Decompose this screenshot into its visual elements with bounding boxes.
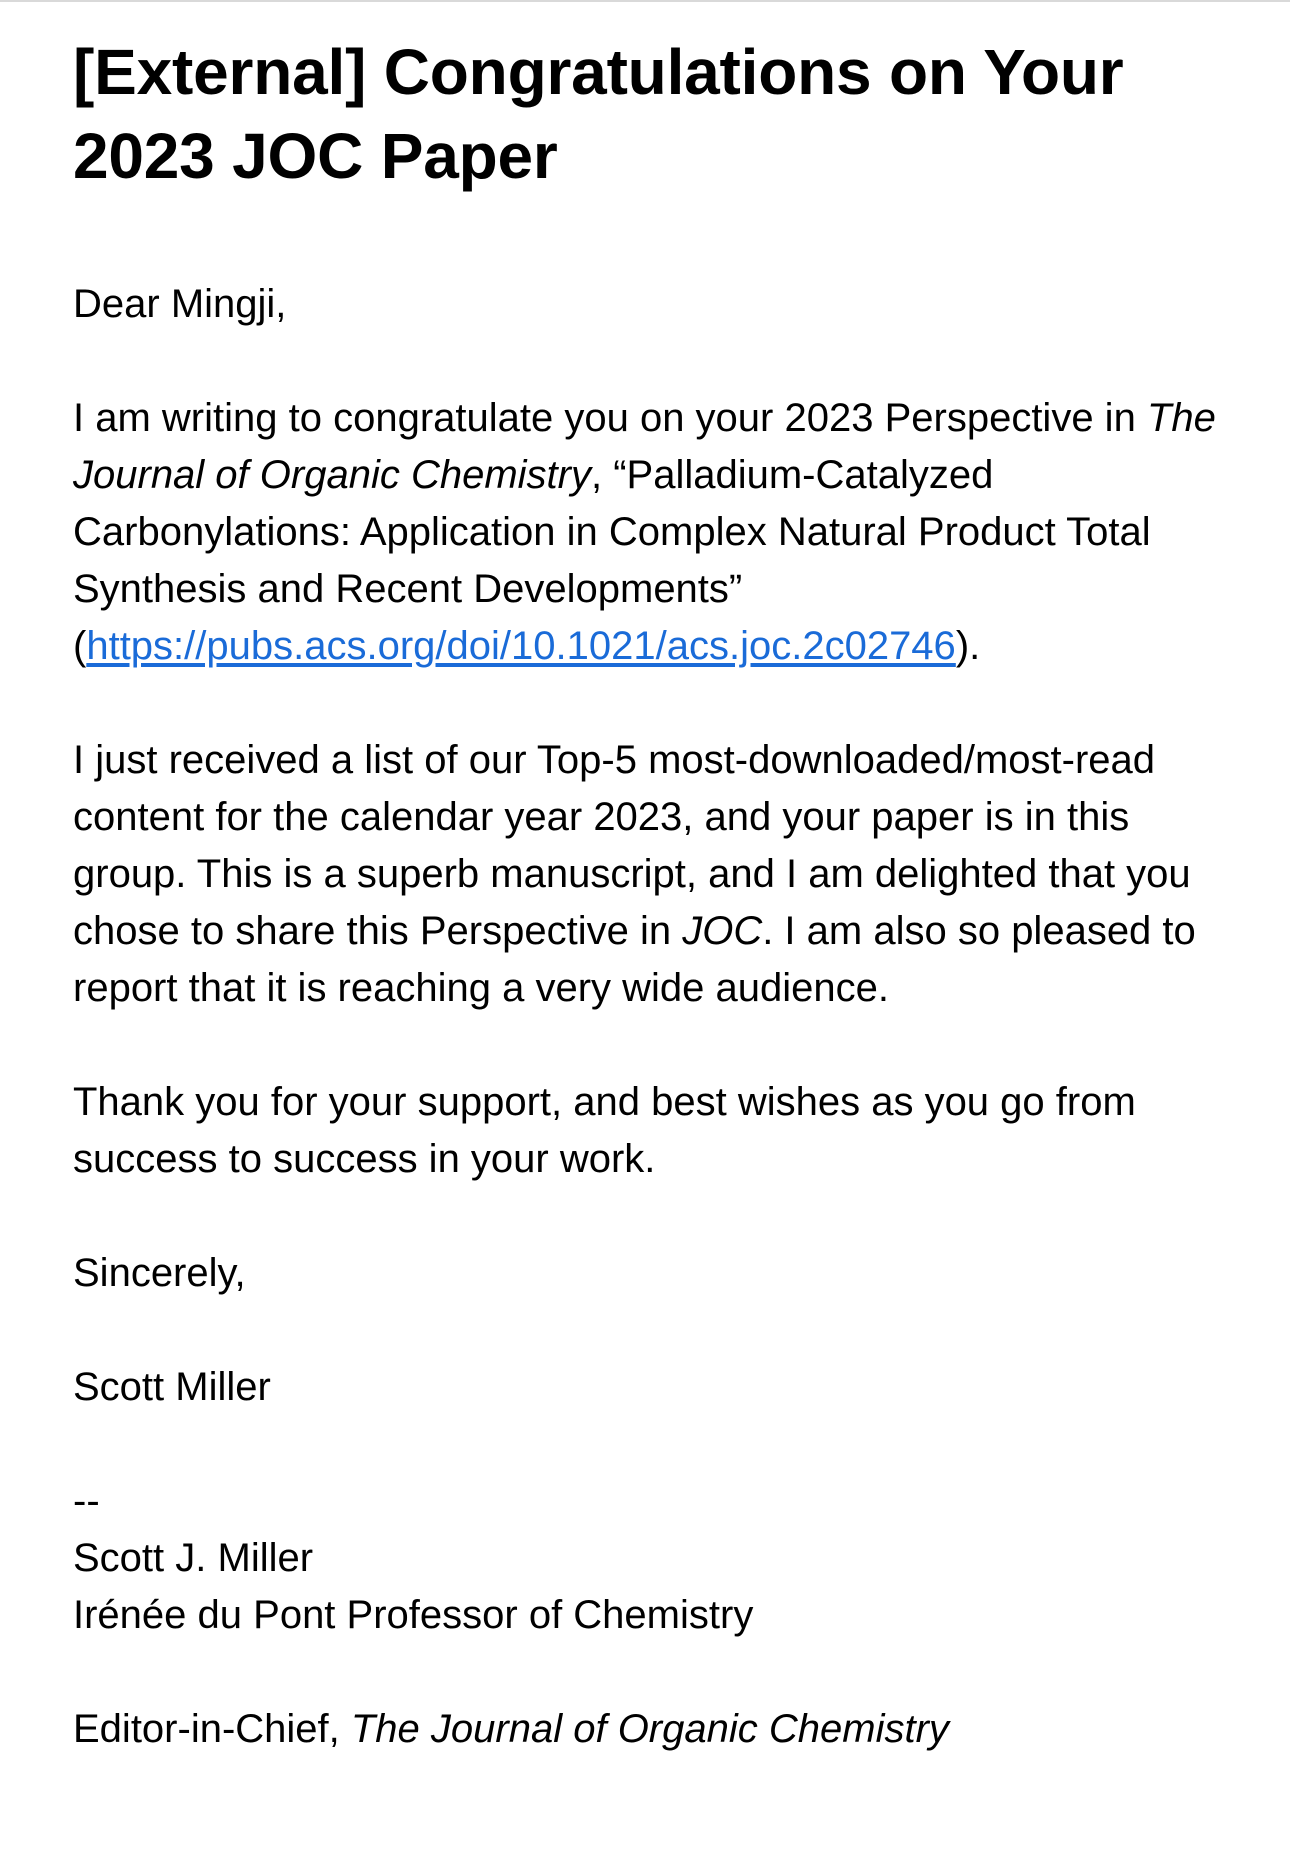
signature-title: Irénée du Pont Professor of Chemistry [73,1593,754,1637]
paragraph-top-downloaded [73,732,1233,1017]
email-subject: [External] Congratulations on Your 2023 JOC Paper [73,36,1124,192]
paragraph-text: . I am also so pleased to report that it is reaching a very wide audience. [73,909,1196,1010]
signature-separator: -- [73,1479,100,1523]
signature-role-journal: The Journal of Organic Chemistry [350,1707,949,1751]
journal-name: The Journal of Organic Chemistry [73,396,1216,497]
journal-abbrev: JOC [682,909,763,953]
paragraph-thanks: Thank you for your support, and best wishes as you go from success to success in your work. [73,1080,1136,1181]
closing: Sincerely, [73,1251,246,1295]
signature-name: Scott J. Miller [73,1536,314,1580]
paragraph-text: I just received a list of our Top-5 most-downloaded/most-read content for the calendar year 2023, and your paper is in this group. This is a superb manuscript, and I am delighted that you chose to share this Perspective in [73,738,1191,953]
doi-link[interactable]: https://pubs.acs.org/doi/10.1021/acs.joc.2c02746 [86,624,956,668]
paper-title-text: , “Palladium-Catalyzed Carbonylations: Application in Complex Natural Product Total Synthesis and Recent Developments” ( [73,453,1151,668]
paragraph-text: I am writing to congratulate you on your 2023 Perspective in [73,396,1147,440]
email-view [73,30,1233,1758]
paragraph-congratulations [73,390,1233,675]
signature-role [73,1701,1233,1758]
paragraph-text: ). [955,624,981,668]
sender-name: Scott Miller [73,1365,271,1409]
top-divider [0,0,1290,2]
email-body[interactable] [73,276,1233,1758]
signature-role-prefix: Editor-in-Chief, [73,1707,351,1751]
greeting: Dear Mingji, [73,282,287,326]
